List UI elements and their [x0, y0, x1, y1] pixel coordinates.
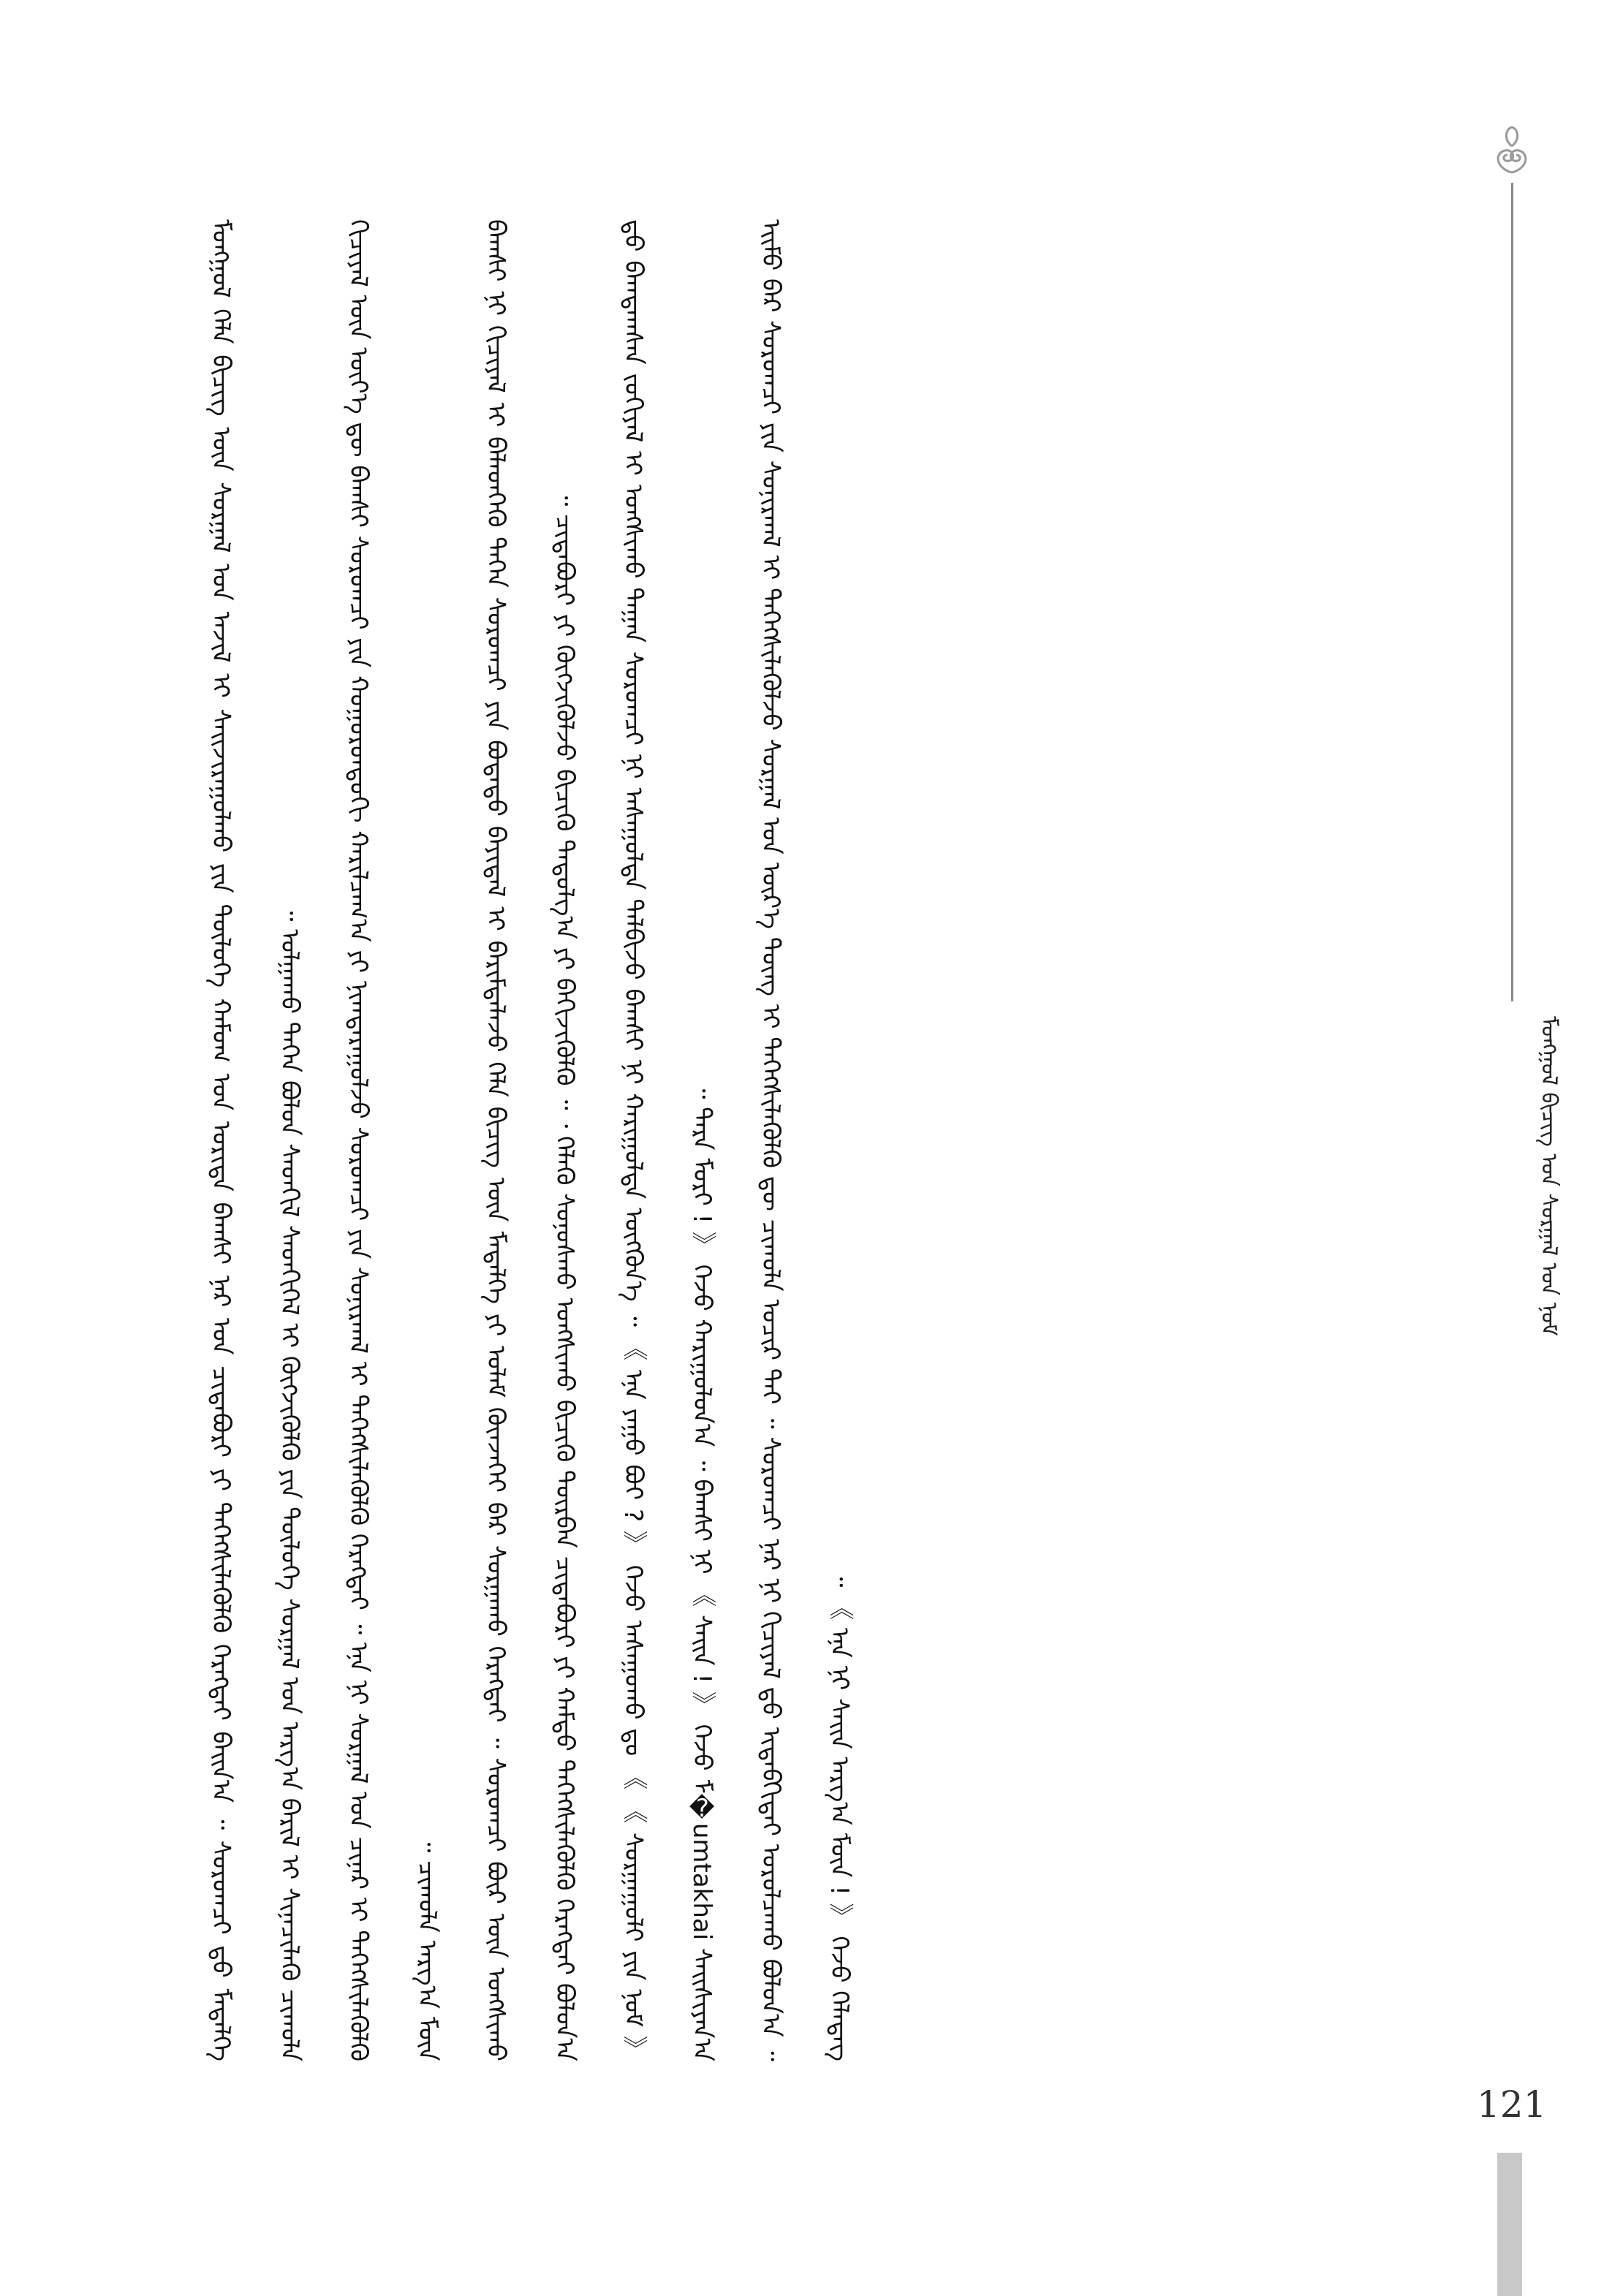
paragraph: ᠮᠣᠩᠭᠣᠯ ᠬᠡᠯᠡ ᠪᠢᠴᠢᠭ ᠦᠨ ᠰᠤᠷᠭᠠᠯ ᠤᠨ ᠠᠵᠢᠯ ᠢ ᠰᠠᠢᠵᠢᠷᠠᠭᠤᠯᠬᠤ ᠶᠢᠨ ᠲᠥᠯᠥᠭᠡ ᠬᠠᠮᠤᠭ ᠤᠨ ᠤᠷᠢᠳᠠ ᠪᠠᠭᠰᠢ ᠨᠠᠷ ᠤᠨ ᠴᠢᠳᠠᠪᠤᠷᠢ ᠶᠢ ᠳᠡᠭᠡᠭᠰᠢᠯᠡᠭᠦᠯᠬᠦ ᠬᠡᠷᠡᠭᠲᠡᠢ ᠪᠠᠢᠨ᠎ᠠ ᠃ ᠰᠤᠷᠤᠭᠴᠢ ᠳ᠋ᠤ ᠮᠡᠳᠡᠯᠭᠡ ᠣᠯᠭᠠᠬᠤ ᠳᠡᠭᠡᠨ ᠪᠣᠯᠤᠨ ᠰᠡᠳᠬᠢᠯ ᠰᠡᠳᠬᠢᠭᠡᠯ ᠢ ᠬᠥᠭᠵᠢᠭᠦᠯᠬᠦ ᠶᠢᠨ ᠲᠥᠯᠥᠭᠡ ᠰᠤᠷᠭᠠᠯ ᠤᠨ ᠠᠷᠭ᠎ᠠ ᠪᠠᠷᠢᠯ ᠢ ᠰᠢᠨᠡᠴᠢᠯᠡᠬᠦ ᠴᠢᠬᠤᠯᠠ ᠃: [206, 219, 304, 2061]
paragraph: ᠡᠢᠮᠦ ᠪᠡᠷ ᠰᠤᠷᠤᠭᠴᠢ ᠶᠢᠨ ᠰᠣᠨᠢᠷᠬᠠᠯ ᠢ ᠳᠡᠭᠡᠭᠰᠢᠯᠡᠭᠦᠯᠵᠦ ᠰᠤᠷᠭᠠᠯ ᠤᠨ ᠦᠷ᠎ᠡ ᠳᠦᠩ ᠢ ᠳᠡᠭᠡᠭᠰᠢᠯᠡᠭᠦᠯᠬᠦ ᠳᠦ ᠴᠢᠬᠤᠯᠠ ᠤᠴᠢᠷ ᠲᠠᠢ ᠃ ᠰᠤᠷᠤᠭᠴᠢ ᠨᠠᠷ ᠨᠢ ᠬᠢᠴᠢᠶᠡᠯ ᠳ᠋ᠤ ᠢᠳᠡᠪᠬᠢᠲᠡᠢ ᠣᠷᠣᠯᠴᠠᠬᠤ ᠪᠣᠯᠤᠨ᠎ᠠ ᠃ 《 ᠡᠨᠡ ᠨᠢ ᠰᠠᠢᠨ ᠠᠷᠭ᠎ᠠ ᠮᠥᠨ ! 》 ᠭᠡᠵᠦ ᠬᠡᠯᠡᠳᠡᠭ ᠃: [756, 219, 854, 2061]
page-number: 121: [1477, 2083, 1547, 2126]
paragraph: ᠬᠢᠴᠢᠶᠡᠯ ᠦᠨ ᠦᠶ᠎ᠡ ᠳᠦ ᠪᠠᠭᠰᠢ ᠰᠤᠷᠤᠭᠴᠢ ᠶᠢᠨ ᠬᠣᠭᠣᠷᠤᠨᠳᠤᠬᠢ ᠬᠠᠷᠢᠯᠴᠠᠭ᠎ᠠ ᠶᠢ ᠨᠢᠭᠲᠠᠷᠠᠭᠤᠯᠵᠤ ᠰᠤᠷᠤᠭᠴᠢ ᠶᠢᠨ ᠰᠣᠨᠢᠷᠬᠠᠯ ᠢ ᠳᠡᠭᠡᠭᠰᠢᠯᠡᠭᠦᠯᠬᠦ ᠬᠡᠷᠡᠭᠲᠡᠢ ᠃ ᠡᠨᠡ ᠨᠢ ᠰᠤᠷᠭᠠᠯ ᠤᠨ ᠴᠢᠨᠠᠷ ᠢ ᠳᠡᠭᠡᠭᠰᠢᠯᠡᠭᠦᠯᠬᠦ ᠴᠢᠬᠤᠯᠠ ᠠᠷᠭ᠎ᠠ ᠮᠥᠨ ᠃: [344, 219, 442, 2061]
header-rule: [1511, 183, 1513, 1001]
running-header: ᠮᠣᠩᠭᠣᠯ ᠪᠢᠴᠢᠭ ᠤᠨ ᠰᠤᠷᠭᠠᠯ ᠤᠨ ᠨᠣᠮ: [1536, 1016, 1562, 1336]
paragraph: 《 ᠰᠤᠷᠭᠠᠭᠤᠯᠢ ᠶᠢᠨ ᠨᠣᠮ 》 ᠳ᠋ᠤ ᠪᠠᠭᠳᠠᠭᠰᠠᠨ ᠵᠣᠬᠢᠶᠠᠯ ᠢ ᠤᠩᠰᠢᠬᠤ ᠳᠠᠭᠠᠨ ᠰᠤᠷᠤᠭᠴᠢ ᠨᠢ ᠠᠰᠠᠭᠤᠯᠲᠠ ᠲᠠᠯᠪᠢᠵᠤ ᠪᠠᠭᠰᠢ ᠨᠢ ᠬᠠᠷᠢᠭᠤᠯᠲᠠ ᠥᠭᠭᠦᠨ᠎ᠡ ᠃ 《 ᠡᠨᠡ ᠶᠠᠭᠤ ᠪᠤᠢ ? 》 ᠭᠡᠵᠦ ᠠᠰᠠᠭᠤᠬᠤ ᠳᠤ 《 ᠲᠡᠷᠡ ᠮᠣᠷᠢ ! 》 ᠭᠡᠵᠦ ᠬᠠᠷᠢᠭᠤᠯᠤᠨ᠎ᠠ ᠃ ᠪᠠᠭᠰᠢ ᠨᠢ 《 ᠰᠠᠢᠨ ! 》 ᠭᠡᠵᠦ ᠮ�umtakhai ᠰᠠᠢᠰᠢᠶᠠᠨ᠎ᠠ ᠃: [618, 219, 716, 2061]
header-ornament-icon: [1491, 124, 1532, 175]
paragraph: ᠪᠠᠭᠰᠢ ᠨᠢ ᠬᠢᠴᠢᠶᠡᠯ ᠢ ᠪᠡᠯᠡᠳᠬᠡᠬᠦ ᠳᠡᠭᠡᠨ ᠰᠤᠷᠤᠭᠴᠢ ᠶᠢᠨ ᠪᠣᠳᠠᠲᠤ ᠪᠠᠶᠢᠳᠠᠯ ᠢ ᠪᠠᠷᠢᠮᠳᠠᠯᠠᠵᠤ ᠬᠡᠯᠡ ᠪᠢᠴᠢᠭ ᠦᠨ ᠮᠡᠳᠡᠯᠭᠡ ᠶᠢ ᠤᠯᠠᠮ ᠭᠦᠨᠵᠡᠭᠡᠢ ᠪᠡᠷ ᠰᠤᠷᠭᠠᠬᠤ ᠬᠡᠷᠡᠭᠲᠡᠢ ᠃ ᠰᠤᠷᠤᠭᠴᠢ ᠪᠦᠷ ᠦᠨ ᠤᠩᠰᠢᠬᠤ ᠴᠢᠳᠠᠪᠤᠷᠢ ᠶᠢ ᠬᠥᠭᠵᠢᠭᠦᠯᠵᠦ ᠪᠢᠴᠢᠬᠦ ᠳᠠᠳᠤᠯᠭ᠎ᠠ ᠶᠢ ᠪᠡᠬᠢᠵᠢᠭᠦᠯᠬᠦ ᠃ ᠂ ᠬᠡᠯᠡᠬᠦ ᠰᠣᠨᠣᠰᠬᠤ ᠤᠩᠰᠢᠬᠤ ᠪᠢᠴᠢᠬᠦ ᠳᠥᠷᠪᠡᠨ ᠴᠢᠳᠠᠪᠤᠷᠢ ᠶᠢ ᠬᠠᠮᠲᠤ ᠳᠡᠭᠡᠭᠰᠢᠯᠡᠭᠦᠯᠬᠦ ᠬᠡᠷᠡᠭᠲᠡᠢ ᠪᠣᠯᠤᠨ᠎ᠠ ᠃: [481, 219, 579, 2061]
body-text: [186, 219, 1448, 2061]
page-edge-tab: [1497, 2153, 1522, 2296]
